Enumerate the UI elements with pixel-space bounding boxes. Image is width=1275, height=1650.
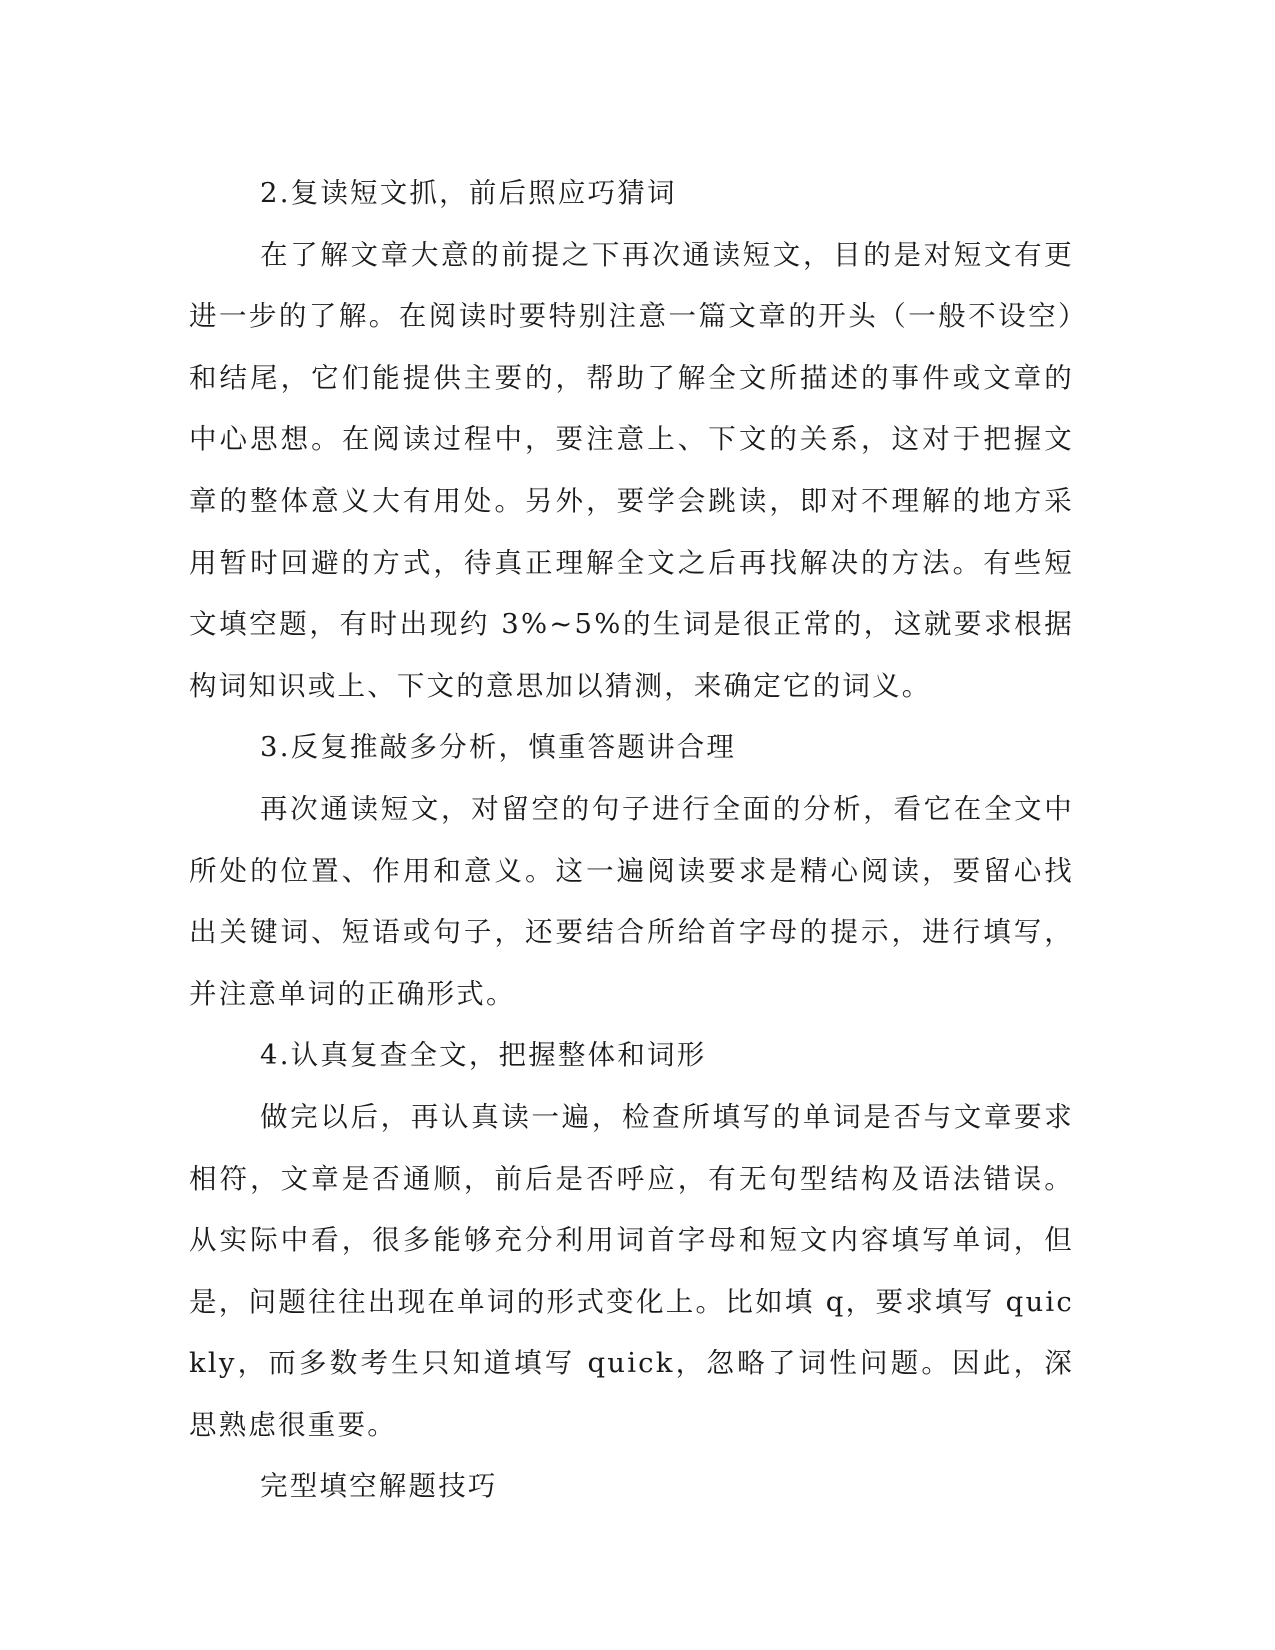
section-heading-2: 2.复读短文抓，前后照应巧猜词 bbox=[260, 177, 677, 209]
paragraph-2: 在了解文章大意的前提之下再次通读短文，目的是对短文有更进一步的了解。在阅读时要特别注意一篇文章的开头（一般不设空）和结尾，它们能提供主要的，帮助了解全文所描述的事件或文章的中心思想。在阅读过程中，要注意上、下文的关系，这对于把握文章的整体意义大有用处。另外，要学会跳读，即对不理解的地方采用暂时回避的方式，待真正理解全文之后再找解决的方法。有些短文填空题，有时出现约 3%~5%的生词是很正常的，这就要求根据构词知识或上、下文的意思加以猜测，来确定它的词义。 bbox=[189, 238, 1074, 702]
section-heading-4: 4.认真复查全文，把握整体和词形 bbox=[260, 1039, 707, 1072]
paragraph-3: 再次通读短文，对留空的句子进行全面的分析，看它在全文中所处的位置、作用和意义。这一遍阅读要求是精心阅读，要留心找出关键词、短语或句子，还要结合所给首字母的提示，进行填写，并注意单词的正确形式。 bbox=[189, 792, 1074, 1010]
paragraph-4: 做完以后，再认真读一遍，检查所填写的单词是否与文章要求相符，文章是否通顺，前后是否呼应，有无句型结构及语法错误。从实际中看，很多能够充分利用词首字母和短文内容填写单词，但是，问题往往出现在单词的形式变化上。比如填 q，要求填写 quickly，而多数考生只知道填写 quick，忽略了词性问题。因此，深思熟虑很重要。 bbox=[189, 1100, 1074, 1441]
document-body bbox=[189, 163, 1074, 1518]
section-heading-cloze: 完型填空解题技巧 bbox=[260, 1470, 498, 1503]
section-heading-3: 3.反复推敲多分析，慎重答题讲合理 bbox=[260, 731, 737, 764]
